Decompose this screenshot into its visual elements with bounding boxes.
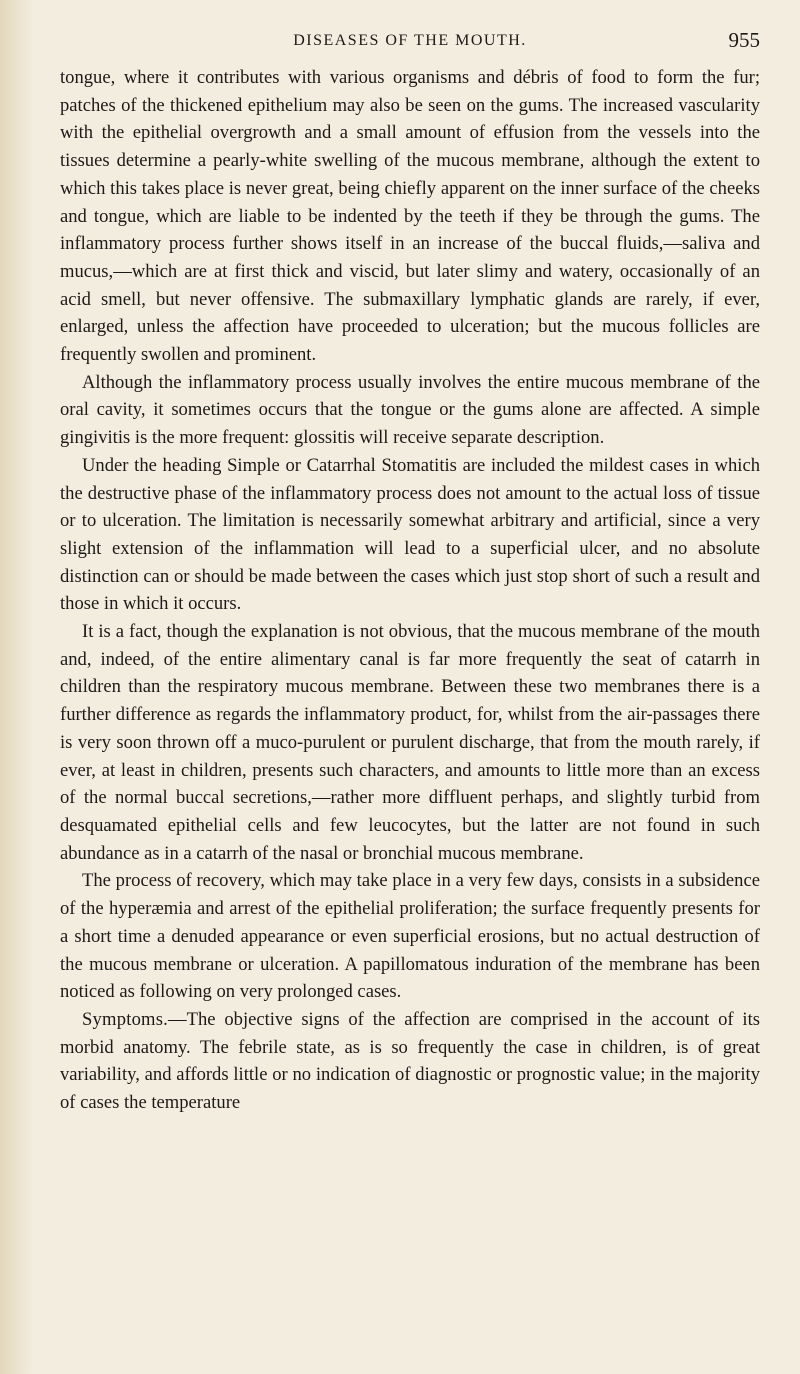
paragraph-2 [60, 369, 760, 452]
paragraph-text: Although the inflammatory process usually involves the entire mucous membrane of the oral cavity, it sometimes occurs that the tongue or the gums alone are affected. A simple gingivitis is the more frequent: glossitis will receive separate description. [60, 371, 760, 449]
body-text [60, 64, 760, 1117]
paragraph-1 [60, 64, 760, 369]
paragraph-5 [60, 867, 760, 1006]
paragraph-text: —The objective signs of the affection are comprised in the account of its morbid anatomy. The febrile state, as is so frequently the case in children, is of great variability, and affords little or no indication of diagnostic or prognostic value; in the majority of cases the temperature [60, 1008, 760, 1114]
page-spine-shadow [0, 0, 34, 1374]
section-heading-symptoms: Symptoms. [82, 1008, 169, 1030]
paragraph-text: It is a fact, though the explanation is not obvious, that the mucous membrane of the mouth and, indeed, of the entire alimentary canal is far more frequently the seat of catarrh in children than the respiratory mucous membrane. Between these two membranes there is a further difference as regards the inflammatory product, for, whilst from the air-passages there is very soon thrown off a muco-purulent or purulent discharge, that from the mouth rarely, if ever, at least in children, presents such characters, and amounts to little more than an excess of the normal buccal secretions,—rather more diffluent perhaps, and slightly turbid from desquamated epithelial cells and few leucocytes, but the latter are not found in such abundance as in a catarrh of the nasal or bronchial mucous membrane. [60, 621, 760, 864]
paragraph-4 [60, 618, 760, 867]
running-title: DISEASES OF THE MOUTH. [293, 32, 527, 49]
paragraph-text: tongue, where it contributes with various organisms and débris of food to form the fur; patches of the thickened epithelium may also be seen on the gums. The increased vascularity with the epithelial overgrowth and a small amount of effusion from the vessels into the tissues determine a pearly-white swelling of the mucous membrane, although the extent to which this takes place is never great, being chiefly apparent on the inner surface of the cheeks and tongue, which are liable to be indented by the teeth if they be through the gums. The inflammatory process further shows itself in an increase of the buccal fluids,—saliva and mucus,—which are at first thick and viscid, but later slimy and watery, occasionally of an acid smell, but never offensive. The submaxillary lymphatic glands are rarely, if ever, enlarged, unless the affection have proceeded to ulceration; but the mucous follicles are frequently swollen and prominent. [60, 67, 760, 366]
running-header [60, 26, 760, 56]
paragraph-text: The process of recovery, which may take place in a very few days, consists in a subsidence of the hyperæmia and arrest of the epithelial proliferation; the surface frequently presents for a short time a denuded appearance or even superficial erosions, but no actual destruction of the mucous membrane or ulceration. A papillomatous induration of the membrane has been noticed as following on very prolonged cases. [60, 870, 760, 1003]
paragraph-text: Under the heading Simple or Catarrhal Stomatitis are included the mildest cases in which the destructive phase of the inflammatory process does not amount to the actual loss of tissue or to ulceration. The limitation is necessarily somewhat arbitrary and artificial, since a very slight extension of the inflammation will lead to a superficial ulcer, and no absolute distinction can or should be made between the cases which just stop short of such a result and those in which it occurs. [60, 454, 760, 615]
paragraph-3 [60, 452, 760, 618]
page-number: 955 [728, 28, 760, 52]
paragraph-6 [60, 1006, 760, 1117]
